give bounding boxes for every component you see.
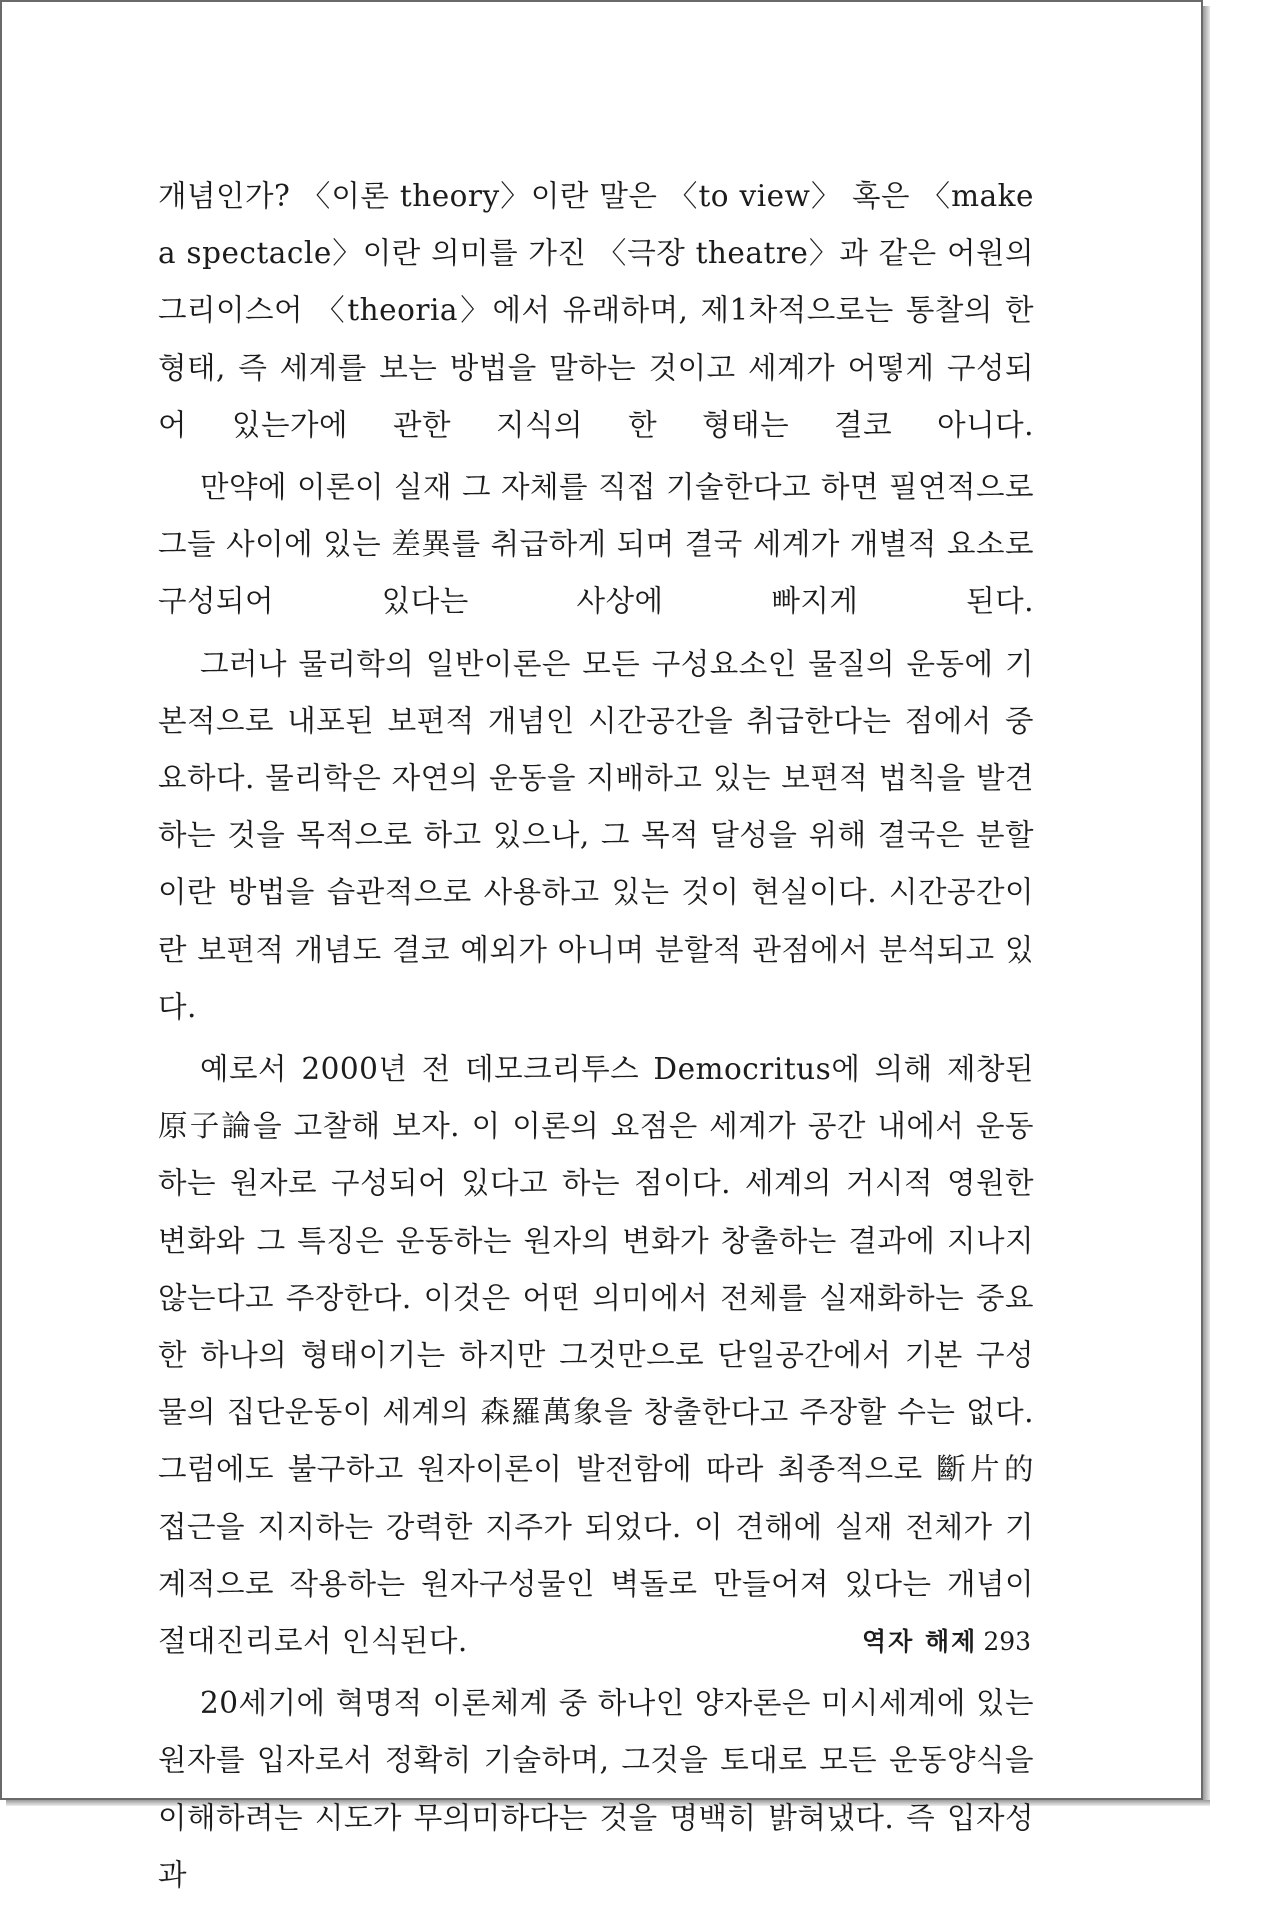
page-edge-shadow [1203, 6, 1210, 1806]
page-number: 293 [983, 1627, 1032, 1656]
paragraph-1: 개념인가? 〈이론 theory〉이란 말은 〈to view〉 혹은 〈make a spectacle〉이란 의미를 가진 〈극장 theatre〉과 같은 어원의 그리이스어 〈theoria〉에서 유래하며, 제1차적으로는 통찰의 한 형태, 즉 세계를 보는 방법을 말하는 것이고 세계가 어떻게 구성되어 있는가에 관한 지식의 한 형태는 결코 아니다. [158, 179, 1034, 442]
page-footer [862, 1622, 1031, 1658]
paragraph-4: 예로서 2000년 전 데모크리투스 Democritus에 의해 제창된 原子論을 고찰해 보자. 이 이론의 요점은 세계가 공간 내에서 운동하는 원자로 구성되어 있다고 하는 점이다. 세계의 거시적 영원한 변화와 그 특징은 운동하는 원자의 변화가 창출하는 결과에 지나지 않는다고 주장한다. 이것은 어떤 의미에서 전체를 실재화하는 중요한 하나의 형태이기는 하지만 그것만으로 단일공간에서 기본 구성물의 집단운동이 세계의 森羅萬象을 창출한다고 주장할 수는 없다. 그럼에도 불구하고 원자이론이 발전함에 따라 최종적으로 斷片的 접근을 지지하는 강력한 지주가 되었다. 이 견해에 실재 전체가 기계적으로 작용하는 원자구성물인 벽돌로 만들어져 있다는 개념이 절대진리로서 인식된다. [158, 1052, 1034, 1659]
paragraph-5: 20세기에 혁명적 이론체계 중 하나인 양자론은 미시세계에 있는 원자를 입자로서 정확히 기술하며, 그것을 토대로 모든 운동양식을 이해하려는 시도가 무의미하다는 것을 명백히 밝혀냈다. 즉 입자성과 [158, 1686, 1034, 1892]
paragraph-3: 그러나 물리학의 일반이론은 모든 구성요소인 물질의 운동에 기본적으로 내포된 보편적 개념인 시간공간을 취급한다는 점에서 중요하다. 물리학은 자연의 운동을 지배하고 있는 보편적 법칙을 발견하는 것을 목적으로 하고 있으나, 그 목적 달성을 위해 결국은 분할이란 방법을 습관적으로 사용하고 있는 것이 현실이다. 시간공간이란 보편적 개념도 결코 예외가 아니며 분할적 관점에서 분석되고 있다. [158, 646, 1034, 1024]
running-title: 역자 해제 [862, 1627, 978, 1656]
paragraph-2: 만약에 이론이 실재 그 자체를 직접 기술한다고 하면 필연적으로 그들 사이에 있는 差異를 취급하게 되며 결국 세계가 개별적 요소로 구성되어 있다는 사상에 빠지게 된다. [158, 470, 1034, 619]
